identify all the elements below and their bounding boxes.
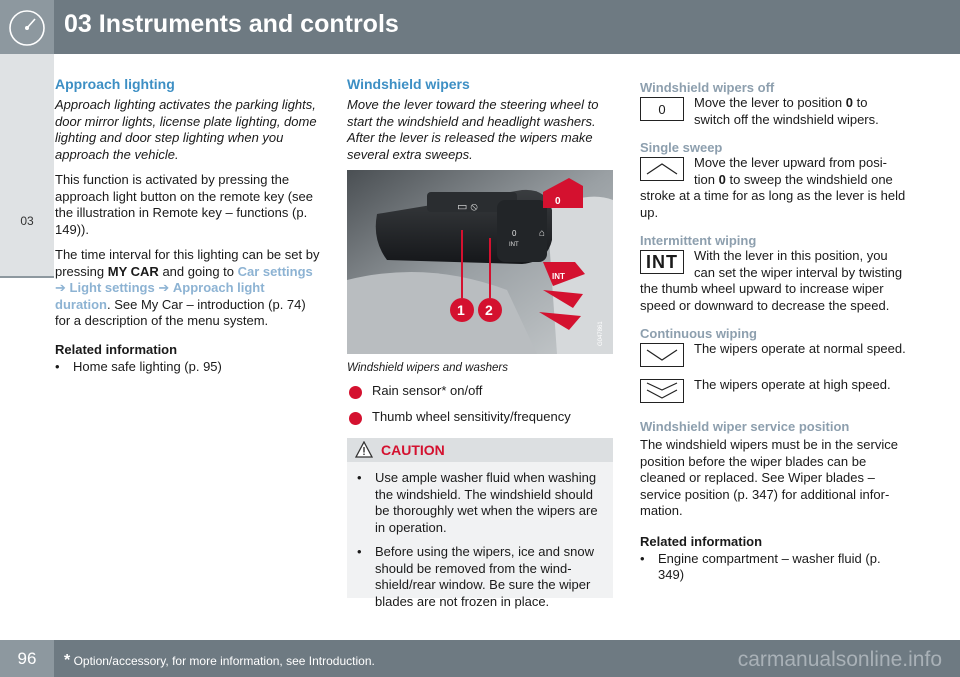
arrow-right-icon: ➔ (55, 280, 70, 295)
position-int-label: INT (552, 272, 565, 281)
continuous-high-text: The wipers operate at high speed. (694, 377, 891, 392)
related-link-home-safe-lighting[interactable]: Home safe lighting (p. 95) (73, 358, 222, 374)
intermittent-symbol (640, 250, 684, 274)
position-0-symbol (640, 97, 684, 121)
continuous-normal-symbol (640, 343, 684, 367)
callout-1-label: 1 (457, 302, 465, 318)
callout-1-text: Rain sensor* on/off (372, 382, 483, 398)
position-0-symbol-text: 0 (658, 101, 666, 117)
p2-mid-text: and going to (162, 263, 235, 279)
header-icon-box (0, 0, 54, 54)
list-item (357, 544, 603, 610)
footer-asterisk: * (64, 652, 71, 669)
wipers-off-text-start: Move the lever to position (694, 95, 843, 110)
caution-body (347, 462, 613, 610)
list-item (347, 409, 613, 426)
image-code: G047861 (598, 321, 604, 346)
double-chevron-down-icon (645, 382, 679, 400)
page-number: 96 (17, 649, 37, 668)
bullet-icon: • (357, 470, 362, 485)
intermittent-text: With the lever in this position, you can set the wiper interval by twisting the thumb wheel upward to increase wiper speed or downward to decrease the speed. (640, 248, 903, 313)
bullet-icon: • (55, 358, 60, 374)
wipers-off-text-end: to switch off the windshield wipers. (694, 95, 879, 127)
continuous-high-row (640, 377, 906, 407)
list-item (347, 383, 613, 400)
page-number-box (0, 640, 54, 677)
menu-path-light-settings[interactable]: Light settings (69, 280, 155, 295)
middle-column (347, 76, 613, 163)
wipers-off-heading: Windshield wipers off (640, 80, 775, 95)
approach-lighting-paragraph-1: This function is activated by pressing the approach light button on the remote key (see the illustration in Remote key – functions (p. 149)). (55, 172, 313, 237)
svg-text:⌂: ⌂ (539, 228, 546, 239)
continuous-normal-row (640, 341, 906, 371)
continuous-heading: Continuous wiping (640, 326, 757, 341)
right-column (640, 80, 906, 584)
chevron-down-icon (645, 348, 679, 362)
single-sweep-symbol (640, 157, 684, 181)
menu-path-car-settings[interactable]: Car settings (237, 263, 313, 279)
bullet-icon: • (640, 550, 645, 566)
watermark: carmanualsonline.info (737, 648, 942, 671)
my-car-button-label: MY CAR (107, 263, 159, 279)
arrow-right-icon: ➔ (154, 280, 173, 295)
p2-end-text: . See My Car – introduction (p. 74) for a description of the menu system. (55, 296, 306, 328)
related-info-heading: Related information (640, 533, 763, 549)
caution-title: CAUTION (381, 442, 445, 458)
callout-1-icon (349, 386, 362, 399)
illustration-caption-area (347, 360, 613, 426)
list-item (357, 470, 603, 536)
callout-2-text: Thumb wheel sensitivity/frequency (372, 409, 571, 424)
single-sweep-heading: Single sweep (640, 140, 723, 155)
svg-text:INT: INT (509, 242, 519, 248)
wipers-off-text-bold: 0 (845, 95, 853, 110)
approach-lighting-heading: Approach lighting (55, 76, 175, 92)
approach-lighting-intro: Approach lighting activates the parking lights, door mirror lights, license plate lighting, dome lighting and door step lighting when you approach the vehicle. (55, 97, 317, 162)
single-sweep-text-bold: 0 (718, 171, 726, 187)
image-caption: Windshield wipers and washers (347, 362, 508, 374)
wiper-lever-illustration (347, 170, 613, 354)
intermittent-section (640, 233, 906, 314)
bullet-icon: • (357, 544, 362, 559)
chapter-tab-label: 03 (20, 214, 34, 228)
windshield-wipers-heading: Windshield wipers (347, 76, 470, 92)
wiper-lever-photo (347, 170, 613, 354)
warning-triangle-icon (355, 441, 373, 458)
caution-box (347, 438, 613, 609)
chevron-up-icon (645, 162, 679, 176)
single-sweep-text-end: to sweep the windshield one stroke at a time for as long as the lever is held up. (640, 171, 906, 220)
continuous-section (640, 326, 906, 407)
wipers-off-section (640, 80, 906, 128)
single-sweep-text-start: Move the lever upward from posi-tion (694, 155, 887, 187)
footer-note-text: Option/accessory, for more information, see Introduction. (73, 654, 375, 668)
footer-note (64, 652, 375, 670)
related-info-heading: Related information (55, 341, 178, 357)
caution-item-text: Before using the wipers, ice and snow should be removed from the wind-shield/rear window. Be sure the wiper blades are not frozen in place. (375, 544, 594, 609)
page-header (0, 0, 960, 54)
caution-header (347, 438, 613, 462)
service-position-heading: Windshield wiper service position (640, 419, 850, 434)
service-position-text: The windshield wipers must be in the service position before the wiper blades can be cleaned or replaced. See Wiper blades – service position (p. 347) for additional infor-mation. (640, 437, 898, 518)
approach-lighting-paragraph-2 (55, 247, 323, 330)
intermittent-heading: Intermittent wiping (640, 233, 757, 248)
service-position-section (640, 419, 906, 520)
list-item (55, 359, 323, 376)
svg-text:0: 0 (512, 229, 517, 238)
speedometer-gauge-icon (0, 0, 54, 54)
chapter-side-tab (0, 54, 54, 278)
continuous-normal-text: The wipers operate at normal speed. (694, 341, 906, 356)
continuous-high-symbol (640, 379, 684, 403)
position-0-label: 0 (555, 196, 561, 207)
caution-item-text: Use ample washer fluid when washing the windshield. The windshield should be thoroughly wet when the wipers are in operation. (375, 470, 598, 535)
page-title: 03 Instruments and controls (64, 10, 399, 38)
single-sweep-section (640, 140, 906, 221)
intermittent-symbol-text: INT (646, 251, 678, 272)
related-link-washer-fluid[interactable]: Engine compartment – washer fluid (p. 349) (658, 550, 881, 582)
windshield-wipers-intro: Move the lever toward the steering wheel to start the windshield and headlight washers. After the lever is released the wipers make several extra sweeps. (347, 97, 599, 162)
callout-2-label: 2 (485, 302, 493, 318)
p2-start-text: The time interval for this lighting can be set by pressing (55, 247, 320, 279)
svg-text:▭ ⦸: ▭ ⦸ (457, 201, 478, 213)
menu-path-approach-light-duration[interactable]: Approach light duration (55, 280, 265, 312)
left-column (55, 76, 323, 375)
list-item (640, 551, 906, 584)
callout-2-icon (349, 412, 362, 425)
